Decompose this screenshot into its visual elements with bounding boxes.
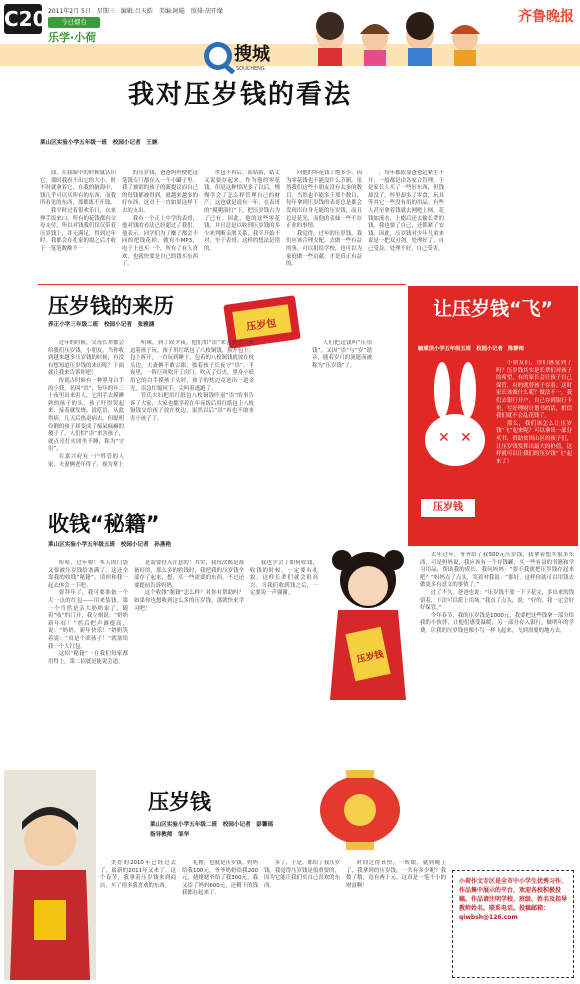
section4-byline: 莱山区实验小学五年级五班 校园小记者 孙燕艳 — [48, 542, 172, 548]
section3-column — [420, 552, 574, 864]
section5-column-3 — [264, 860, 340, 978]
svg-text:✕: ✕ — [460, 430, 472, 446]
date-line: 2011年2月 5日 星期三 编辑:吕天皓 美编:阿聪 照排:胡开缘 — [48, 8, 223, 15]
main-column-1 — [40, 170, 116, 280]
section3-byline: 毓璜顶小学五年级五班 校园小记者 陈静雨 — [418, 346, 524, 352]
paragraph: 去年过年，爷爷给了我500元压岁钱，我拿着想买很多东西，可是妈妈说，我应该有一个存钱罐，买一些有益的书籍和学习用品，帮助我的成长。我问妈妈：“要不我就把压岁钱存起来吧？”妈妈点了点头，笑着对我说：“那好，这样你就可以用钱去做更多有意义的事情了。” — [420, 552, 574, 589]
section3-top-text — [496, 360, 572, 540]
bunny-tag — [420, 498, 476, 518]
search-logo-sub: SOUCHENG — [236, 66, 265, 72]
section3-title: 让压岁钱“飞” — [433, 298, 553, 320]
page-number-badge: C20 — [4, 4, 42, 34]
dolls-icon — [300, 6, 500, 66]
paragraph: 小朋友们，你们感觉到了吗？压岁钱其实是长辈们对孩子的希望，有的家长会让孩子自己保管，有的就替孩子存着。这时家长该做什么呢？做法不一，我们去银行开户，自己存到银行卡里，写好理财计划书的话，相信我们就不会乱花钱了。 — [496, 360, 572, 420]
section2-column-1 — [48, 340, 124, 490]
boy-photo-icon — [4, 770, 96, 980]
section4-column-3 — [250, 560, 318, 760]
search-logo-text: 搜城 — [234, 44, 270, 65]
section5-advisor: 指导教师 邹华 — [150, 832, 190, 838]
paragraph: 过年的时候，父母长辈都会给我们压岁钱，小朋友，当你收到越来越多压岁钱的时候，有没有想知道压岁钱的来历呢？下面就让我来告诉你吧！ — [48, 340, 124, 377]
paragraph: 哈哈，过年啦！本人的口袋又要被压岁钱给塞满了，这还全靠我的收钱“秘籍”，请你和我一起去体会一下吧。 — [48, 560, 128, 589]
main-column-3 — [204, 170, 280, 280]
girl-illustration-icon — [322, 540, 414, 710]
paragraph: 这个收钱“秘籍”怎么样？对你有帮助吗？如果你也想收到这么多的压岁钱，那就快来学习吧！ — [134, 590, 244, 612]
paragraph: 多了，于是，都给了我压岁钱。我觉得压岁钱是很重要的，因为它能让我们买自己喜欢的东西。 — [264, 860, 340, 889]
main-column-5 — [368, 170, 444, 280]
svg-text:✕: ✕ — [438, 430, 450, 446]
bunny-icon — [420, 360, 490, 490]
main-column-4 — [286, 170, 362, 280]
paragraph: 美好的2010年已经过去了，崭新的2011年又来了。这个春节，我拿着压岁钱来到商店，买了很多我喜欢的东西。 — [100, 860, 176, 889]
newspaper-name: 齐鲁晚报 — [518, 9, 574, 25]
paragraph: 这招“秘籍”一在我们每家都用得上，第二招就是能说会道。 — [48, 651, 128, 665]
section2-column-3 — [312, 340, 372, 430]
paragraph: 过了不久，爸爸也说：“压岁钱不要一下子花完，多出来的钱留着，下次可以派上用场。”我点了点头，说：“好的，我一定会好好保管。” — [420, 589, 574, 612]
main-byline: 莱山区实验小学五年级一班 校园小记者 王婉 — [40, 140, 158, 146]
paragraph: 钱，在我眼中的时候就认识它，那时我看不出它的大小，时不时就拿着它，在我的脑海中，钱几乎可以买所有的东西，而我所看见的东西，那都离不开钱。 — [40, 170, 116, 207]
section4-title: 收钱“秘籍” — [48, 512, 160, 536]
main-column-2 — [122, 170, 198, 280]
section5-column-2 — [182, 860, 258, 978]
girl-banner-label: 压岁钱 — [356, 649, 385, 666]
section2-column-2 — [130, 340, 254, 490]
paragraph: 我觉得，过年的压岁钱，我们应该合理支配，去做一些有益的事，可以捐给学校，也可以为家庭做一些贡献，才是真正有益的。 — [286, 230, 362, 268]
paragraph: 问他的零花钱了饱多少，因为零花钱也不能没什么节制。虽然我们这些小朋友没有太多的数目，当然也不能多于那个数目，每年拿到压岁钱的表哥总是都会发现出自身无能的压岁钱，而且总是花光，而他的表妹一些不存正业的事情。 — [286, 170, 362, 230]
section5-column-4 — [346, 860, 446, 978]
paragraph: 我有一个正上中学的表哥，他对钱的看法已经超过了我们。他表示，同学们为了赚了都会不同的把钱花掉、做有小MP3，电子上也买一个，所有了有人喜欢，也就快要是自己的钱买东西了。 — [122, 215, 198, 268]
paragraph: 礼物，也就是压岁钱。妈妈给我100元，爷爷奶奶给我200元，姥姥姥爷给了我300元，我又给了妈妈600元，还剩下的钱我都存起来了。 — [182, 860, 258, 897]
paragraph: 明珠。到了除夕夜，他们怕“祟”来害孩子，就逗着孩子玩。孩子用红纸包了八枚铜钱，拆开包上，包上拆开，一直玩到睡下，包着的八枚铜钱就放在枕头边。夫妻俩不敢合眼，挨着孩子长夜守“祟”。半夜里，一阵巨风吹开了房门，吹灭了灯火，黑身小妖用它的白手摸孩子头时，孩子的枕边竟迸出一道金光，祟急忙缩回手，尖叫着逃跑了。 — [130, 340, 254, 392]
section-tag: 今日烟台 — [48, 17, 100, 28]
search-logo-icon — [196, 30, 306, 74]
paragraph: 要拜年了，我可要准备一个大一点的红包——用来装钱。第一个当然是亲大奶奶家了，随着“吱”的门开，我立刻说：“奶奶新年好！”然后把声调提高，说：“奶奶，新年快乐！”奶奶笑着说：“真是个乖孩子！”就塞给我一个大红包。 — [48, 590, 128, 650]
section4-column-2 — [134, 560, 244, 760]
divider — [38, 284, 406, 285]
paragraph: 在嘉兴府有一户姓管的人家，夫妻俩老年得子，视为掌上 — [48, 453, 124, 468]
paragraph: 是需要投入注意的！其实，我每次都是准备好的，那么多的收钱时，我把我的压岁钱全部存了起来，想，买一些需要的东西，不过还要提前告诉妈妈。 — [134, 560, 244, 589]
bunny-tag-label: 压岁钱 — [433, 502, 463, 513]
paragraph: 世包不再后，而姑姑，姑丈又说要存起来，作为他的零花钱。但是这种情况多了以后，慢慢学会了怎么样管理自己的财产，这也就是说有一年，在表哥的“摸爬滚打”下，把压岁钱占为了已有。因此，他的这些零花钱，并且总是以收到压岁钱的多少来判断亲朋关系，我半开始不对，至于表哥，这样的想法是错的。 — [204, 170, 280, 252]
submission-notice-text: 小荷作文专区是全市中小学生优秀习作、作品集中展示的平台，欢迎各校积极投稿。作品请注明学校、班级、姓名及指导教师姓名、联系电话。投稿邮箱：qiwbsh@126.com — [459, 878, 568, 921]
section2-byline: 养正小学三年级二班 校园小记者 张雅涵 — [48, 322, 155, 328]
paragraph: 传说古时候有一种黑身白手的小妖，名叫“祟”，每年的年三十夜里出来害人，它用手去摸睡熟的孩子的头，孩子吓得哭起来，接着就发烧、说呓语，从此得病，几天后热退病去，但聪明伶俐的孩子却变成了痴呆疯癫的傻子了。人们怕“祟”来害孩子，就点亮灯火团坐不睡，称为“守祟”。 — [48, 377, 124, 453]
main-title: 我对压岁钱的看法 — [127, 80, 352, 110]
paragraph: 管氏夫妇把用红纸包八枚铜钱吓退“祟”的事告诉了大家，大家也都学着在年夜饭后用红纸包上八枚铜钱交给孩子放在枕边，果然以后“祟”再也不敢来害小孩子了。 — [130, 393, 254, 422]
paragraph: 的压岁钱，爸爸妈妈便把这笔钱专门都存入一个小罐子里。我了被别的孩子的新提议而自己的每钱都被得到，就越来越多的好东西，这对于一直如果这样下去的支出。 — [122, 170, 198, 214]
paragraph: 时间过得真快，一转眼，就到晚上了，我拿到的压岁钱，一共有多少呢？我数了数，竟有两千元，这真是一笔不小的财富啊！ — [346, 860, 446, 889]
paragraph: ，每年都依靠爸爸赶紧生不开，一般都是由各家合管理。于是家长人买了一些好东西，但钱却没了，怀里却多了零食，玩具等其它一些没有用的用品。有些人甚至拿着钱就去网吧上网，花钱如流水，上瘾后还去偷长辈的钱，我也要了自己，还抓紧了安钱，因此，压岁钱对少年儿童来说是一把双刃剑，处理好了，自己受益，处理不好，自己受害。 — [368, 170, 444, 252]
paragraph: 人们把这钱叫“压祟钱”，又因“祟”与“岁”谐音，随着岁月的流逝而被称为“压岁钱”了。 — [312, 340, 372, 369]
lantern-icon — [300, 760, 420, 860]
paragraph: 我也学会了如何收钱，收钱的时候，一定要有礼貌，这样长辈们就会很高兴。当我们收到钱之后，一定要说一声谢谢。 — [250, 560, 318, 597]
red-envelope-label: 压岁包 — [245, 318, 278, 334]
section5-byline: 莱山区实验小学五年级二班 校园小记者 彭馨瑶 — [150, 822, 274, 828]
section5-column-1 — [100, 860, 176, 978]
paragraph: 我平时过着很欢乐日，衣来伸手饭来口，所有的花钱都有父母支付，所以对钱我们仅仅带着压岁钱上，并无满足，得到过年时，我都会在孔家的窗之后才收下一笔笔数额不一 — [40, 207, 116, 252]
submission-notice-box — [452, 870, 574, 978]
paragraph: 今年春节，我的压岁钱是1000元，我要把这些钱拿一部分给我的小伙伴，让他们感受温暖，另一部分存入银行，做明年的学费。让我的压岁钱也像小鸟一样飞起来，飞到需要的地方去。 — [420, 612, 574, 634]
section2-title: 压岁钱的来历 — [48, 294, 174, 318]
section-name: 乐学·小荷 — [48, 31, 97, 44]
section4-column-1 — [48, 560, 128, 760]
section5-title: 压岁钱 — [148, 790, 211, 814]
paragraph: 那么，我们该怎么让压岁钱“飞”起来呢？可以拿出一部分买书，资助贫困山区的孩子们，让压岁钱发挥出最大的价值，这样就可以让我们的压岁钱“飞”起来了！ — [496, 420, 572, 465]
